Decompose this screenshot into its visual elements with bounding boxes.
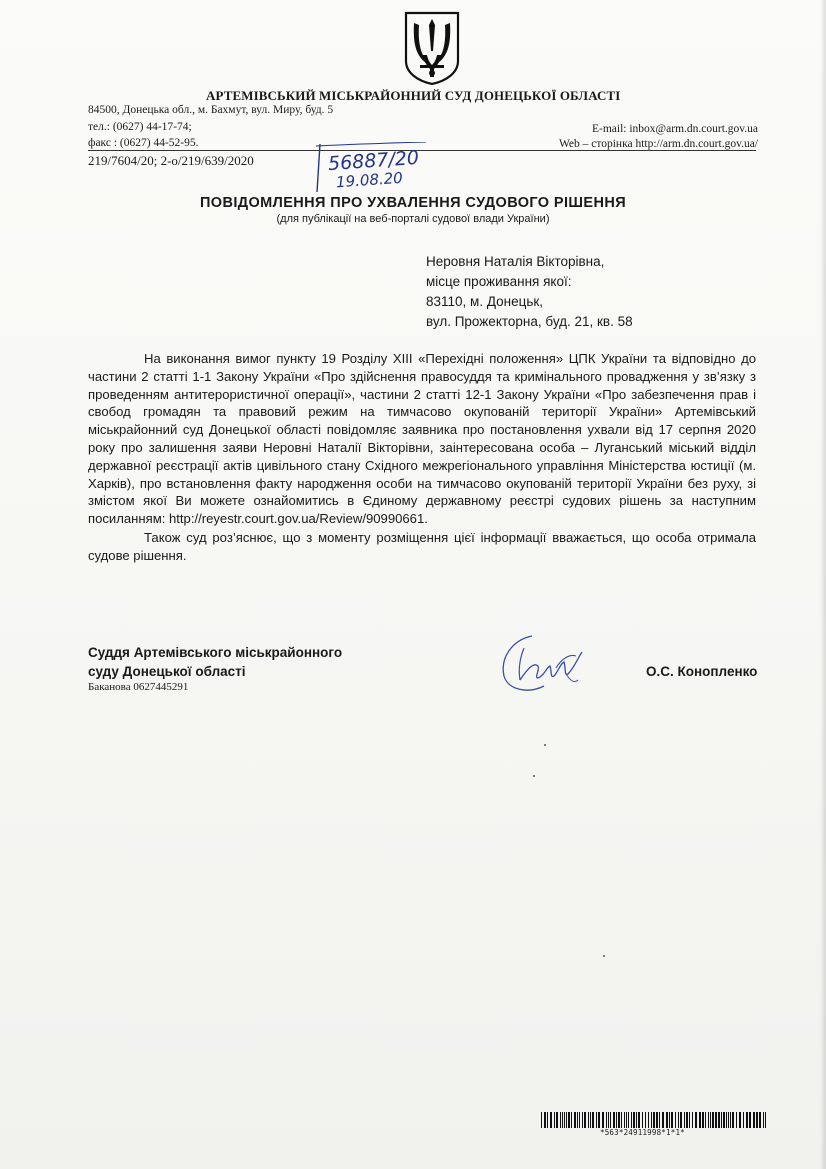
barcode-bar — [705, 1112, 706, 1128]
barcode-bar — [692, 1112, 693, 1128]
scan-speck — [533, 775, 535, 777]
barcode-bar — [566, 1112, 567, 1128]
barcode-bar — [666, 1112, 668, 1128]
barcode-bar — [616, 1112, 617, 1128]
barcode-bar — [675, 1112, 676, 1128]
barcode-bar — [651, 1112, 652, 1128]
barcode-bar — [678, 1112, 679, 1128]
barcode-bar — [763, 1112, 764, 1128]
barcode-bar — [628, 1112, 629, 1128]
barcode-bar — [702, 1112, 704, 1128]
barcode-bar — [626, 1112, 627, 1128]
barcode-bar — [648, 1112, 649, 1128]
barcode-bar — [715, 1112, 717, 1128]
document-subtitle: (для публікації на веб-порталі судової влади України) — [276, 213, 550, 225]
recipient-name: Неровня Наталія Вікторівна, — [426, 254, 605, 269]
barcode-bar — [723, 1112, 725, 1128]
barcode-bar — [571, 1112, 572, 1128]
judge-title-line-2: суду Донецької області — [88, 664, 246, 679]
barcode-bar — [592, 1112, 594, 1128]
barcode-bar — [656, 1112, 658, 1128]
scan-speck — [544, 744, 546, 746]
barcode-bar — [568, 1112, 570, 1128]
coat-of-arms-icon — [402, 11, 462, 85]
barcode-bar — [556, 1112, 558, 1128]
barcode-bar — [579, 1112, 580, 1128]
scan-edge-shadow — [820, 0, 826, 1169]
barcode-bar — [743, 1112, 744, 1128]
barcode-bar — [602, 1112, 604, 1128]
judge-signature — [494, 628, 594, 698]
recipient-line-3: 83110, м. Донецьк, — [426, 294, 544, 309]
barcode-bar — [739, 1112, 741, 1128]
barcode-bar — [596, 1112, 597, 1128]
case-numbers: 219/7604/20; 2-о/219/639/2020 — [88, 153, 254, 168]
court-fax: факс : (0627) 44-52-95. — [88, 137, 199, 149]
barcode-bar — [562, 1112, 563, 1128]
barcode-bar — [550, 1112, 552, 1128]
court-website: Web – сторінка http://arm.dn.court.gov.ua/ — [558, 138, 758, 150]
barcode-caption: *563*24911998*1*1* — [600, 1128, 685, 1137]
barcode-bar — [749, 1112, 751, 1128]
barcode-bar — [645, 1112, 646, 1128]
recipient-line-4: вул. Прожекторна, буд. 21, кв. 58 — [426, 314, 633, 329]
stamp-incoming-number: 56887/20 — [327, 146, 420, 176]
barcode-bar — [577, 1112, 578, 1128]
notice-body — [88, 350, 756, 565]
barcode-bar — [718, 1112, 720, 1128]
barcode-bar — [662, 1112, 664, 1128]
barcode-bar — [606, 1112, 607, 1128]
stamp-incoming-date: 19.08.20 — [335, 168, 404, 192]
barcode-bar — [699, 1112, 701, 1128]
barcode-bar — [613, 1112, 615, 1128]
barcode-bar — [560, 1112, 561, 1128]
barcode-bar — [710, 1112, 711, 1128]
body-paragraph-1: На виконання вимог пункту 19 Розділу ХІІІ «Перехідні положення» ЦПК України та відповідно до частини 2 статті 1-1 Закону України «Про здійснення правосуддя та кримінального провадження у зв’язку з проведенням антитерористичної операції», частини 2 статті 12-1 Закону України «Про забезпечення прав і свобод громадян та правовий режим на тимчасово окупованій території України» Артемівський міськрайонний суд Донецької області повідомляє заявника про постановлення ухвали від 17 серпня 2020 року про залишення заяви Неровні Наталії Вікторівни, заінтересована особа – Луганський міський відділ державної реєстрації актів цивільного стану Східного межрегіонального управління Міністерства юстиції (м. Харків), про встановлення факту народження особи на тимчасово окупованій території України без руху, зі змістом якої Ви можете ознайомитись в Єдиному державному реєстрі судових рішень за наступним посиланням: http://reyestr.court.gov.ua/Review/90990661. — [88, 351, 756, 527]
barcode-bar — [730, 1112, 731, 1128]
barcode-bar — [588, 1112, 589, 1128]
barcode-bar — [659, 1112, 660, 1128]
barcode-bar — [708, 1112, 709, 1128]
barcode-bar — [544, 1112, 546, 1128]
judge-title-line-1: Суддя Артемівського міськрайонного — [88, 645, 343, 660]
document-barcode — [541, 1112, 769, 1128]
barcode-bar — [608, 1112, 609, 1128]
court-address: 84500, Донецька обл., м. Бахмут, вул. Миру, буд. 5 — [88, 104, 334, 116]
barcode-bar — [680, 1112, 682, 1128]
barcode-bar — [564, 1112, 565, 1128]
barcode-bar — [765, 1112, 766, 1128]
barcode-bar — [574, 1112, 576, 1128]
barcode-bar — [728, 1112, 729, 1128]
barcode-bar — [633, 1112, 635, 1128]
court-email: E-mail: inbox@arm.dn.court.gov.ua — [591, 123, 758, 135]
body-paragraph-2: Також суд роз’яснює, що з моменту розміщення цієї інформації вважається, що особа отримала судове рішення. — [88, 529, 756, 563]
court-name: АРТЕМІВСЬКИЙ МІСЬКРАЙОННИЙ СУД ДОНЕЦЬКОЇ ОБЛАСТІ — [206, 88, 621, 103]
barcode-bar — [732, 1112, 734, 1128]
barcode-bar — [669, 1112, 670, 1128]
barcode-bar — [736, 1112, 737, 1128]
judge-title — [88, 643, 342, 681]
barcode-bar — [618, 1112, 620, 1128]
judge-name: О.С. Конопленко — [646, 664, 758, 679]
barcode-bar — [631, 1112, 632, 1128]
barcode-bar — [624, 1112, 625, 1128]
barcode-bar — [726, 1112, 727, 1128]
barcode-bar — [712, 1112, 714, 1128]
barcode-bar — [638, 1112, 640, 1128]
executor-contact: Баканова 0627445291 — [88, 681, 189, 693]
barcode-bar — [590, 1112, 591, 1128]
document-title: ПОВІДОМЛЕННЯ ПРО УХВАЛЕННЯ СУДОВОГО РІШЕННЯ — [199, 195, 627, 211]
barcode-bar — [686, 1112, 688, 1128]
barcode-bar — [653, 1112, 655, 1128]
barcode-bar — [689, 1112, 690, 1128]
barcode-bar — [753, 1112, 755, 1128]
barcode-bar — [756, 1112, 758, 1128]
barcode-bar — [547, 1112, 548, 1128]
barcode-bar — [642, 1112, 643, 1128]
barcode-bar — [684, 1112, 685, 1128]
recipient-line-2: місце проживання якої: — [426, 274, 572, 289]
barcode-bar — [721, 1112, 722, 1128]
barcode-bar — [610, 1112, 611, 1128]
barcode-bar — [621, 1112, 622, 1128]
barcode-bar — [746, 1112, 748, 1128]
barcode-bar — [695, 1112, 697, 1128]
barcode-bar — [582, 1112, 583, 1128]
court-phone: тел.: (0627) 44-17-74; — [88, 121, 192, 133]
scan-speck — [603, 955, 605, 957]
recipient-block — [426, 252, 633, 332]
barcode-bar — [541, 1112, 542, 1128]
barcode-bar — [598, 1112, 600, 1128]
barcode-bar — [554, 1112, 555, 1128]
barcode-bar — [584, 1112, 586, 1128]
barcode-bar — [636, 1112, 637, 1128]
barcode-bar — [671, 1112, 673, 1128]
barcode-bar — [759, 1112, 761, 1128]
